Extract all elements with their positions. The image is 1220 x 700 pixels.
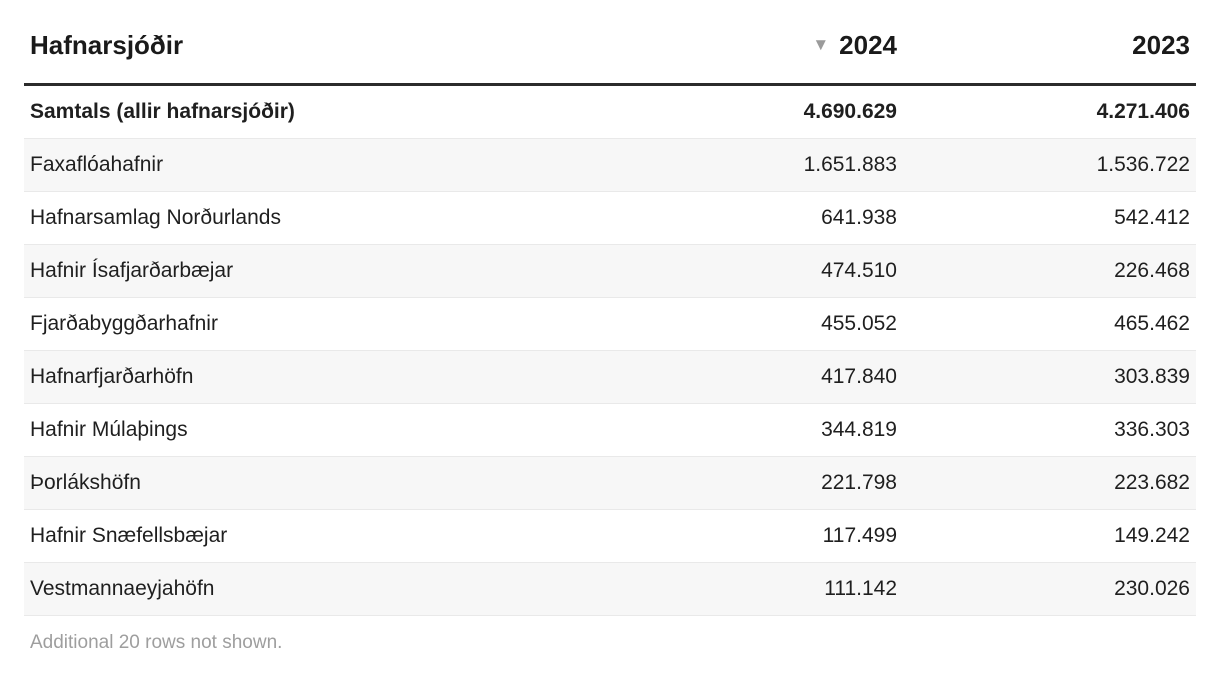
row-value-2023: 149.242 <box>903 510 1196 563</box>
table-row-total[interactable] <box>24 85 1196 139</box>
total-row-value-2024: 4.690.629 <box>610 85 903 139</box>
row-label: Fjarðabyggðarhafnir <box>24 298 610 351</box>
column-header-2024[interactable] <box>610 0 903 85</box>
row-value-2024: 221.798 <box>610 457 903 510</box>
total-row-label: Samtals (allir hafnarsjóðir) <box>24 85 610 139</box>
column-header-name[interactable] <box>24 0 610 85</box>
table-header <box>24 0 1196 85</box>
table-row[interactable] <box>24 139 1196 192</box>
row-value-2024: 455.052 <box>610 298 903 351</box>
table-row[interactable] <box>24 404 1196 457</box>
table-row[interactable] <box>24 351 1196 404</box>
column-header-2023-label: 2023 <box>1132 30 1190 60</box>
row-label: Faxaflóahafnir <box>24 139 610 192</box>
column-header-2023[interactable] <box>903 0 1196 85</box>
row-value-2023: 465.462 <box>903 298 1196 351</box>
row-label: Hafnarfjarðarhöfn <box>24 351 610 404</box>
table-row[interactable] <box>24 563 1196 616</box>
row-value-2024: 474.510 <box>610 245 903 298</box>
row-label: Hafnir Ísafjarðarbæjar <box>24 245 610 298</box>
table-row[interactable] <box>24 192 1196 245</box>
row-value-2024: 344.819 <box>610 404 903 457</box>
row-value-2024: 641.938 <box>610 192 903 245</box>
column-header-name-label: Hafnarsjóðir <box>30 30 184 60</box>
row-value-2023: 223.682 <box>903 457 1196 510</box>
row-value-2024: 117.499 <box>610 510 903 563</box>
row-label: Hafnarsamlag Norðurlands <box>24 192 610 245</box>
row-value-2024: 111.142 <box>610 563 903 616</box>
row-value-2024: 1.651.883 <box>610 139 903 192</box>
row-label: Vestmannaeyjahöfn <box>24 563 610 616</box>
total-row-value-2023: 4.271.406 <box>903 85 1196 139</box>
row-value-2023: 336.303 <box>903 404 1196 457</box>
harbor-funds-table <box>24 0 1196 616</box>
table-row[interactable] <box>24 298 1196 351</box>
row-value-2023: 542.412 <box>903 192 1196 245</box>
table-footnote: Additional 20 rows not shown. <box>30 632 283 653</box>
table-row[interactable] <box>24 245 1196 298</box>
table-row[interactable] <box>24 457 1196 510</box>
row-value-2023: 303.839 <box>903 351 1196 404</box>
column-header-2024-label: 2024 <box>839 30 897 60</box>
table-row[interactable] <box>24 510 1196 563</box>
sort-descending-icon[interactable]: ▼ <box>812 35 830 54</box>
row-value-2023: 1.536.722 <box>903 139 1196 192</box>
row-value-2023: 230.026 <box>903 563 1196 616</box>
row-label: Hafnir Snæfellsbæjar <box>24 510 610 563</box>
row-label: Þorlákshöfn <box>24 457 610 510</box>
table-header-row <box>24 0 1196 85</box>
table-body <box>24 85 1196 616</box>
row-value-2023: 226.468 <box>903 245 1196 298</box>
row-value-2024: 417.840 <box>610 351 903 404</box>
row-label: Hafnir Múlaþings <box>24 404 610 457</box>
